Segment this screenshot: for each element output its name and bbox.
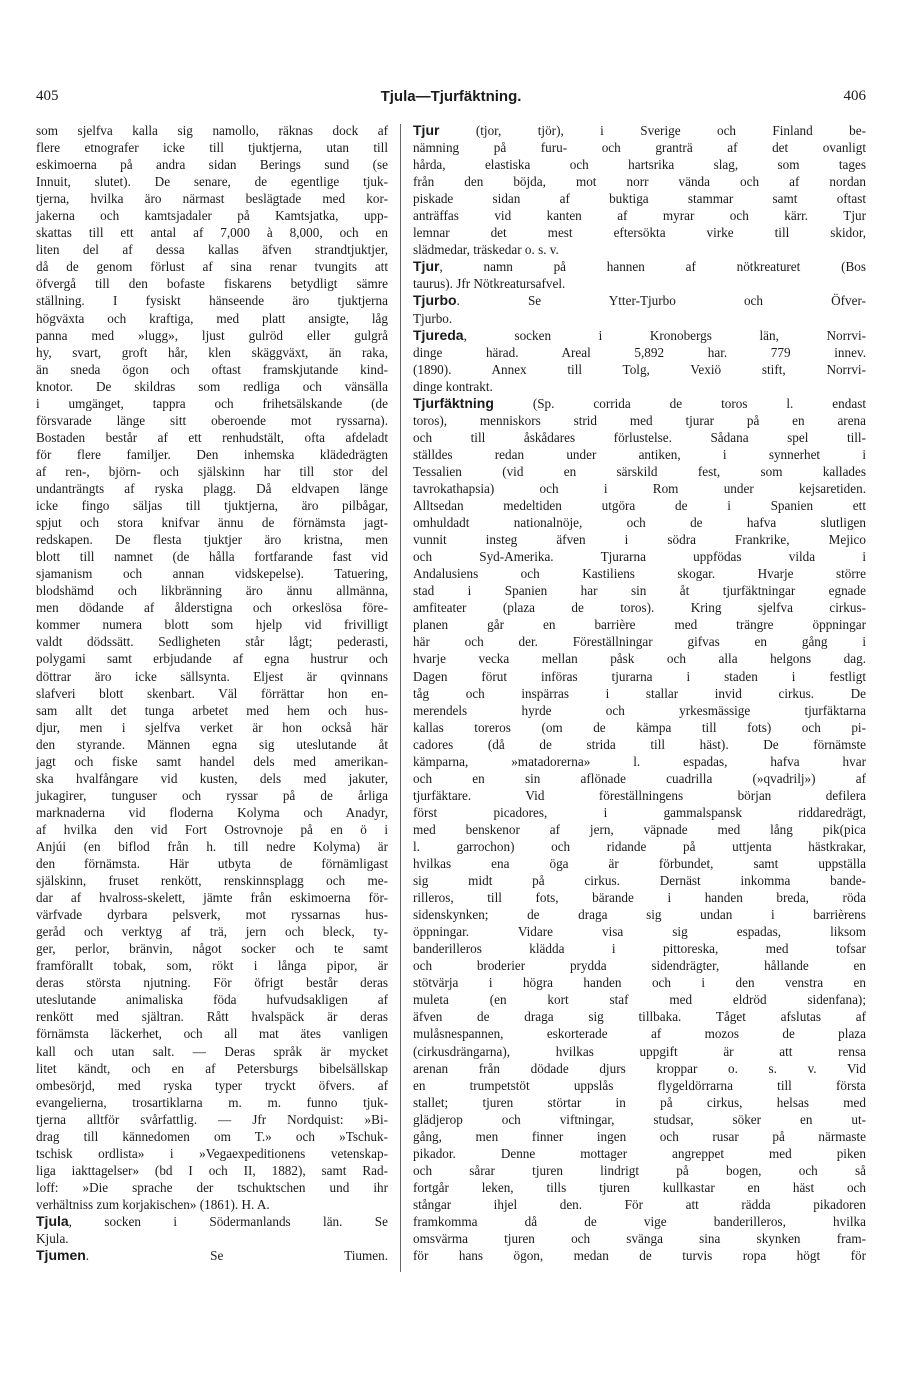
- left-text-line: djur, men i sjelfva verket är hon också här: [36, 719, 388, 735]
- column-divider: [400, 124, 401, 1272]
- right-text-line: för hans ögon, medan de turvis ropa högt för: [413, 1248, 866, 1264]
- left-text-line: litet kändt, och en af Petersburgs bibelsällskap: [36, 1060, 388, 1076]
- left-text-line: öfvergå till den bofaste fiskarens betydligt sämre: [36, 276, 388, 292]
- right-text-line: kämparna, »matadorerna» l. espadas, hafva hvar: [413, 753, 866, 769]
- right-text-line: Tessalien (vid en särskild fest, som kallades: [413, 463, 866, 479]
- left-text-line: men dödande af ålderstigna och orkeslösa före-: [36, 600, 388, 616]
- left-text-line: blott till namnet (de hålla fortfarande fast vid: [36, 549, 388, 565]
- right-text-line: tjurfäktare. Vid föreställningens början defilera: [413, 787, 866, 803]
- left-text-line: högväxta och kraftiga, med platt ansigte, låg: [36, 310, 388, 326]
- right-text-line: först picadores, i gammalspansk riddaredrägt,: [413, 804, 866, 820]
- right-text-line: dinge härad. Areal 5,892 har. 779 innev.: [413, 344, 866, 360]
- left-text-line: renkött med själtran. Rått hvalspäck är deras: [36, 1009, 388, 1025]
- right-text-line: muleta (en kort staf med eldröd sidenfana);: [413, 992, 866, 1008]
- left-text-line: uteslutande animaliska föda hufvudsakligen af: [36, 992, 388, 1008]
- right-text-line: amfiteater (plaza de toros). Kring sjelfva cirkus-: [413, 600, 866, 616]
- page-number-left: 405: [36, 88, 59, 104]
- right-text-line: Tjurfäktning (Sp. corrida de toros l. endast: [413, 394, 866, 411]
- left-text-line: då de genom förlust af sina renar tvungits att: [36, 259, 388, 275]
- right-text-line: nämning på furu- och granträ af det ovanligt: [413, 140, 866, 156]
- left-text-line: af hvilka den vid Fort Ostrovnoje på en ö i: [36, 821, 388, 837]
- right-text-line: piskade sidan af buktiga stammar samt oftast: [413, 191, 866, 207]
- left-text-line: själskinn, fruset renkött, renskinnsplagg och me-: [36, 873, 388, 889]
- page-header: [36, 88, 866, 110]
- left-text-line: ska hvalfångare vid kusten, dels med jakuter,: [36, 770, 388, 786]
- right-text-line: och Syd-Amerika. Tjurarna uppfödas vilda i: [413, 549, 866, 565]
- left-text-line: som sjelfva kalla sig namollo, räknas dock af: [36, 123, 388, 138]
- left-text-line: döttrar äro icke sällsynta. Eljest är qvinnans: [36, 668, 388, 684]
- right-text-line: Andalusiens och Kastiliens skogar. Hvarje större: [413, 566, 866, 582]
- left-text-line: icke fingo säljas till tjuktjerna, äro pilbågar,: [36, 498, 388, 514]
- left-text-line: jukagirer, tunguser och ryssar på de årliga: [36, 787, 388, 803]
- entry-headword: Tjur: [413, 258, 440, 275]
- right-text-line: sidenskynken; de draga sig undan i barrièrens: [413, 907, 866, 923]
- right-text-line: och en sin aflönade cuadrilla (»qvadrilj») af: [413, 770, 866, 786]
- right-text-line: sig midt på cirkus. Dernäst inkomma bande-: [413, 873, 866, 889]
- entry-headword: Tjumen: [36, 1247, 86, 1264]
- right-text-line: taurus). Jfr Nötkreatursafvel.: [413, 276, 566, 292]
- right-text-line: rilleros, till fots, bärande i handen breda, röda: [413, 890, 866, 906]
- right-text-line: ställdes redan under antiken, i synnerhet i: [413, 446, 866, 462]
- right-text-line: från den böjda, mot norr vända och af nordan: [413, 174, 866, 190]
- left-text-line: spjut och stora knifvar ännu de förnämsta jagt-: [36, 515, 388, 531]
- left-text-line: flere etnografer icke till tjuktjerna, utan till: [36, 140, 388, 156]
- right-text-line: (cirkusdrängarna), hvilkas uppgift är att rensa: [413, 1043, 866, 1059]
- right-text-line: med benskenor af jern, väpnade med lång pik(pica: [413, 821, 866, 837]
- left-text-line: för flere familjer. Den inhemska klädedrägten: [36, 446, 388, 462]
- right-text-line: vunnit insteg äfven i södra Frankrike, Mejico: [413, 532, 866, 548]
- running-title: Tjula—Tjurfäktning.: [380, 88, 522, 105]
- entry-headword: Tjurfäktning: [413, 394, 494, 411]
- left-text-line: skattas till ett antal af 7,000 à 8,000, och en: [36, 225, 388, 241]
- right-text-line: (1890). Annex till Tolg, Vexiö stift, Norrvi-: [413, 361, 866, 377]
- left-text-line: valdt dödssätt. Sedligheten står lågt; pederasti,: [36, 634, 388, 650]
- right-text-line: stötvärja i högra handen och i den venstra en: [413, 975, 866, 991]
- left-text-line: hy, svart, groft hår, klen skäggväxt, än raka,: [36, 344, 388, 360]
- left-text-line: ställning. I fysiskt hänseende äro tjuktjerna: [36, 293, 388, 309]
- left-text-line: den styrande. Männen egna sig uteslutande åt: [36, 736, 388, 752]
- entry-headword: Tjurbo: [413, 292, 457, 309]
- right-text-line: kallas toreros (om de kämpa till fots) och pi-: [413, 719, 866, 735]
- left-text-line: sam allt det tunga arbetet med hem och hus-: [36, 702, 388, 718]
- right-text-line: lemnar det mest eftersökta virke till skidor,: [413, 225, 866, 241]
- left-text-line: i umgänget, tappra och frihetsälskande (de: [36, 395, 388, 411]
- right-text-line: anträffas vid kanten af myrar och kärr. Tjur: [413, 208, 866, 224]
- right-text-line: öppningar. Vidare visa sig espadas, liksom: [413, 924, 866, 940]
- left-text-line: polygami samt erbjudande af egna hustrur och: [36, 651, 388, 667]
- right-text-line: stad i Spanien har sin åt tjurfäktningar egnade: [413, 583, 866, 599]
- right-text-line: omhuldadt nationalnöje, och de hafva slutligen: [413, 515, 866, 531]
- right-text-line: Tjurbo.: [413, 310, 453, 326]
- right-text-line: slädmedar, träskedar o. s. v.: [413, 242, 559, 258]
- right-text-line: hvilkas ena öga är förbundet, samt uppställa: [413, 856, 866, 872]
- right-text-line: tavrokathapsia) och i Rom under kejsaretiden.: [413, 480, 866, 496]
- left-text-line: deras största njutning. För öfrigt består deras: [36, 975, 388, 991]
- right-text-line: och sårar tjuren lindrigt på bogen, och så: [413, 1162, 866, 1178]
- left-text-line: jakerna och kamtsjadaler på Kamtsjatka, upp-: [36, 208, 388, 224]
- right-text-line: gång, men finner ingen och rusar på närmaste: [413, 1128, 866, 1144]
- right-text-line: merendels hyrde och yrkesmässige tjurfäktarna: [413, 702, 866, 718]
- left-text-line: verhältniss zum korjakischen» (1861). H. A.: [36, 1196, 270, 1212]
- right-text-line: Tjurbo. Se Ytter-Tjurbo och Öfver-: [413, 292, 866, 309]
- right-text-line: Tjureda, socken i Kronobergs län, Norrvi-: [413, 326, 866, 343]
- left-column: [36, 122, 388, 1264]
- entry-headword: Tjureda: [413, 326, 464, 343]
- right-text-line: omsvärma tjuren och svänga sina skynken fram-: [413, 1231, 866, 1247]
- right-text-line: Alltsedan medeltiden utgöra de i Spanien ett: [413, 498, 866, 514]
- right-text-line: cadores (då de strida till häst). De förnämste: [413, 736, 866, 752]
- left-text-line: evangelierna, trosartiklarna m. m. funno tjuk-: [36, 1094, 388, 1110]
- right-text-line: och till åskådares förlustelse. Sådana spel till-: [413, 429, 866, 445]
- left-text-line: liten del af dessa kallas äfven strandtjuktjer,: [36, 242, 388, 258]
- left-text-line: sjamanism och annan vidskepelse). Tatuering,: [36, 566, 388, 582]
- left-text-line: Kjula.: [36, 1231, 69, 1247]
- page-number-right: 406: [843, 88, 866, 104]
- entry-headword: Tjur: [413, 122, 440, 138]
- right-text-line: här och der. Föreställningar gifvas en gång i: [413, 634, 866, 650]
- left-text-line: marknaderna vid floderna Kolyma och Anadyr,: [36, 804, 388, 820]
- left-text-line: ombesörjd, med ryska typer tryckt öfvers. af: [36, 1077, 388, 1093]
- right-text-line: Tjur, namn på hannen af nötkreaturet (Bos: [413, 258, 866, 275]
- right-text-line: stallet; tjuren störtar in på cirkus, helsas med: [413, 1094, 866, 1110]
- right-text-line: pikador. Denne mottager angreppet med piken: [413, 1145, 866, 1161]
- left-text-line: tjerna, hvilka äro närmast beslägtade med kor-: [36, 191, 388, 207]
- left-text-line: loff: »Die sprache der tschuktschen und ihr: [36, 1179, 388, 1195]
- left-text-line: den förnämsta. Här utbyta de förnämligast: [36, 856, 388, 872]
- left-text-line: framförallt tobak, som, rökt i långa pipor, är: [36, 958, 388, 974]
- left-text-line: Innuit, slutet). De senare, de egentlige tjuk-: [36, 174, 388, 190]
- left-text-line: jagt och fiske samt handel dels med amerikan-: [36, 753, 388, 769]
- right-text-line: fortgår leken, tills tjuren kullkastar en häst och: [413, 1179, 866, 1195]
- left-text-line: tjerna alltför svårfattlig. — Jfr Nordquist: »Bi-: [36, 1111, 388, 1127]
- left-text-line: drag till kännedomen om T.» och »Tschuk-: [36, 1128, 388, 1144]
- right-text-line: stångar ihjel den. För att rädda pikadoren: [413, 1196, 866, 1212]
- right-text-line: glädjerop och viftningar, studsar, söker en ut-: [413, 1111, 866, 1127]
- left-text-line: tschisk ordlista» i »Vegaexpeditionens vetenskap-: [36, 1145, 388, 1161]
- left-text-line: liga iakttagelser» (bd I och II, 1882), samt Rad-: [36, 1162, 388, 1178]
- left-text-line: än sneda ögon och oftast framskjutande kind-: [36, 361, 388, 377]
- left-text-line: kall och utan salt. — Deras språk är mycket: [36, 1043, 388, 1059]
- right-text-line: tåg och inspärras i stallar invid cirkus. De: [413, 685, 866, 701]
- left-text-line: eskimoerna på andra sidan Berings sund (se: [36, 157, 388, 173]
- right-text-line: dinge kontrakt.: [413, 378, 493, 394]
- right-text-line: planen går en barrière med trängre öppningar: [413, 617, 866, 633]
- right-text-line: och broderier prydda sidendrägter, hållande en: [413, 958, 866, 974]
- right-text-line: banderilleros klädda i pittoreska, med tofsar: [413, 941, 866, 957]
- right-text-line: hvarje vecka mellan påsk och alla helgons dag.: [413, 651, 866, 667]
- right-text-line: arenan från dödade djurs kroppar o. s. v. Vid: [413, 1060, 866, 1076]
- left-text-line: geråd och verktyg af trä, jern och bleck, ty-: [36, 924, 388, 940]
- entry-headword: Tjula: [36, 1213, 69, 1229]
- left-text-line: Tjula, socken i Södermanlands län. Se: [36, 1213, 388, 1229]
- left-text-line: förnämsta läckerhet, och all mat ätes vanligen: [36, 1026, 388, 1042]
- right-text-line: Dagen förut införas tjurarna i staden i festligt: [413, 668, 866, 684]
- left-text-line: Tjumen. Se Tiumen.: [36, 1247, 388, 1264]
- left-text-line: knotor. De skildras som redliga och vänsälla: [36, 378, 388, 394]
- left-text-line: Bostaden består af ett renhudstält, ofta afdeladt: [36, 429, 388, 445]
- left-text-line: ger, perlor, bränvin, något socker och te samt: [36, 941, 388, 957]
- left-text-line: försvarade länge sitt oberoende mot ryssarna).: [36, 412, 388, 428]
- left-text-line: af ren-, björn- och själskinn har till stor del: [36, 463, 388, 479]
- left-text-line: blodshämd och likbränning äro ännu allmänna,: [36, 583, 388, 599]
- left-text-line: Anjúi (en biflod från h. till nedre Kolyma) är: [36, 838, 388, 854]
- left-text-line: panna med »lugg», ljust gulröd eller gulgrå: [36, 327, 388, 343]
- left-text-line: värfvade dyrbara pelsverk, mot ryssarnas hus-: [36, 907, 388, 923]
- left-text-line: undanträngts af ryska plagg. Då eldvapen länge: [36, 480, 388, 496]
- left-text-line: kommer numera blott som hjelp vid frivilligt: [36, 617, 388, 633]
- right-text-line: Tjur (tjor, tjör), i Sverige och Finland be-: [413, 122, 866, 138]
- right-text-line: toros), menniskors strid med tjurar på en arena: [413, 412, 866, 428]
- left-text-line: slafveri blott skenbart. Väl förrättar hon en-: [36, 685, 388, 701]
- right-text-line: äfven de draga sig tillbaka. Tåget afslutas af: [413, 1009, 866, 1025]
- right-text-line: l. garrochon) och ridande på uttjenta hästkrakar,: [413, 838, 866, 854]
- right-text-line: mulåsnespannen, eskorterade af mozos de plaza: [413, 1026, 866, 1042]
- right-text-line: en trumpetstöt uppslås flygeldörrarna till första: [413, 1077, 866, 1093]
- right-text-line: hårda, elastiska och hartsrika slag, som tages: [413, 157, 866, 173]
- left-text-line: dar af hvalross-skelett, jämte från eskimoerna för-: [36, 890, 388, 906]
- right-text-line: framkomma då de vige banderilleros, hvilka: [413, 1214, 866, 1229]
- right-column: [413, 122, 866, 1264]
- left-text-line: redskapen. De flesta tjuktjer äro kristna, men: [36, 532, 388, 548]
